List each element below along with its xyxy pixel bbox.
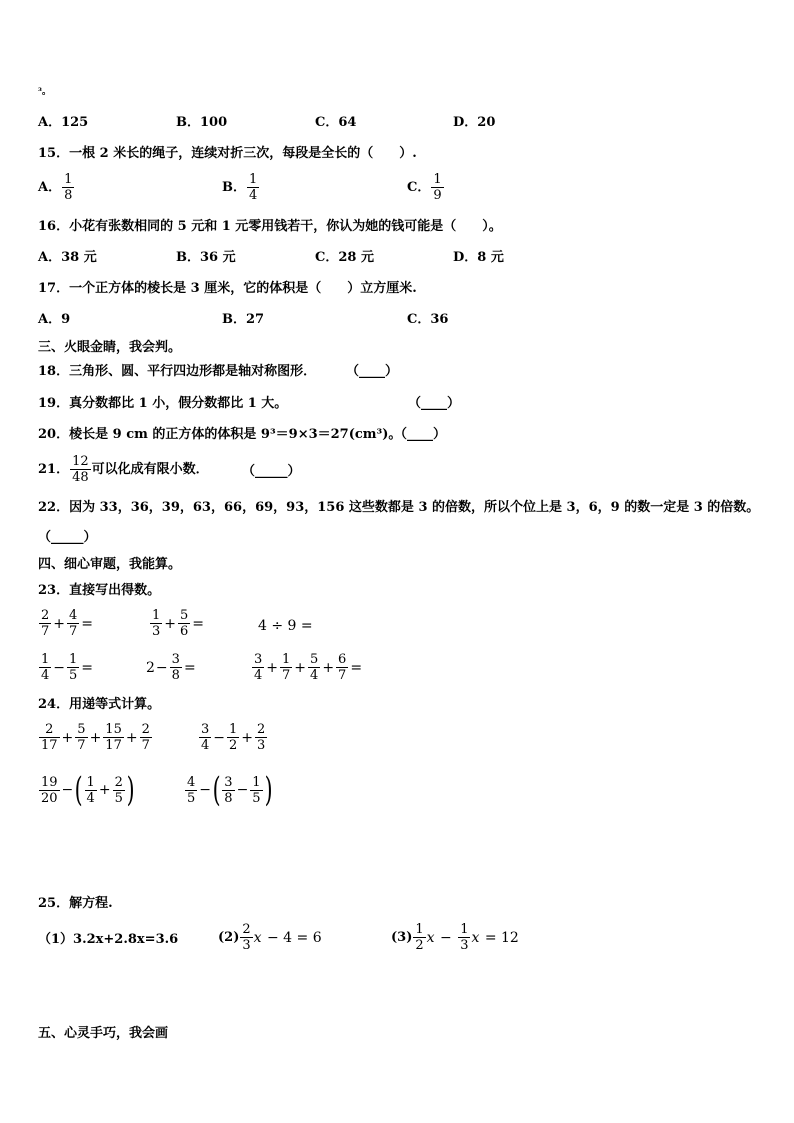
q15-question: 15．一根 2 米长的绳子，连续对折三次，每段是全长的（ ）. (38, 146, 417, 161)
q19-question: 19．真分数都比 1 小，假分数都比 1 大。 (38, 396, 288, 411)
q21-answer-blank[interactable]: （_____） (242, 464, 301, 479)
q15-option-a (38, 172, 75, 203)
numerator: 12 (72, 454, 89, 469)
numerator: 1 (433, 172, 442, 187)
section-5-heading: 五、心灵手巧，我会画 (38, 1026, 169, 1041)
q24-title: 24．用递等式计算。 (38, 697, 161, 712)
denominator: 4 (249, 188, 258, 203)
q14-option-d: D．20 (453, 115, 496, 130)
q22-answer-blank[interactable]: （_____） (38, 530, 97, 545)
q17-option-b: B．27 (222, 312, 265, 327)
q24-expression-3: $\frac{19}{20}$ − ( $\frac{1}{4}$ + $\frac{2}{5}$ ) (41, 770, 135, 810)
q24-expression-4: $\frac{4}{5}$ − ( $\frac{3}{8}$ − $\frac{1}{5}$ ) (187, 770, 273, 810)
q16-question: 16．小花有张数相同的 5 元和 1 元零用钱若干，你认为她的钱可能是（ ）。 (38, 219, 502, 234)
q15-option-b (222, 172, 260, 203)
q22-question: 22．因为 33，36，39，63，66，69，93，156 这些数都是 3 的倍数，所以个位上是 3，6，9 的数一定是 3 的倍数。 (38, 500, 760, 515)
q14-option-c: C．64 (315, 115, 357, 130)
q14-option-b: B．100 (176, 115, 228, 130)
numerator: 1 (64, 172, 73, 187)
q17-option-a: A．9 (38, 312, 71, 327)
equation-label: (2) (218, 930, 240, 945)
q20-answer-blank[interactable]: （____） (394, 427, 447, 442)
option-label: C． (407, 179, 431, 195)
q15-option-c (407, 172, 445, 203)
q23-expression-6: $\frac{3}{4}$ + $\frac{1}{7}$ + $\frac{5}{4}$ + $\frac{6}{7}$ = (254, 652, 363, 683)
q25-title: 25．解方程. (38, 896, 113, 911)
option-label: B． (222, 179, 246, 195)
q23-expression-5: 2 − $\frac{3}{8}$ = (146, 652, 196, 683)
q17-question: 17．一个正方体的棱长是 3 厘米，它的体积是（ ）立方厘米. (38, 281, 417, 296)
q24-expression-2: $\frac{3}{4}$ − $\frac{1}{2}$ + $\frac{2}{3}$ (201, 722, 266, 753)
q23-expression-4: $\frac{1}{4}$ − $\frac{1}{5}$ = (41, 652, 94, 683)
q17-option-c: C．36 (407, 312, 449, 327)
q21-question (38, 454, 209, 485)
fraction (247, 172, 259, 203)
q16-option-b: B．36 元 (176, 250, 236, 265)
option-label: A． (38, 179, 62, 195)
q25-equation-2: (2) $\frac{2}{3}$ x − 4 = 6 (218, 922, 322, 953)
top-fragment: ³。 (38, 87, 51, 97)
q18-answer-blank[interactable]: （____） (346, 364, 399, 379)
q24-expression-1: $\frac{2}{17}$ + $\frac{5}{7}$ + $\frac{15}{17}$ + $\frac{2}{7}$ (41, 722, 150, 753)
fraction (70, 454, 91, 485)
q20-question: 20．棱长是 9 cm 的正方体的体积是 9³＝9×3＝27(cm³)。 (38, 427, 402, 442)
section-3-heading: 三、火眼金睛，我会判。 (38, 340, 182, 355)
fraction (431, 172, 443, 203)
denominator: 8 (64, 188, 73, 203)
q23-expression-2: $\frac{1}{3}$ + $\frac{5}{6}$ = (152, 608, 205, 639)
q25-equation-1: （1）3.2x+2.8x=3.6 (38, 932, 179, 947)
q25-equation-3: (3) $\frac{1}{2}$ x − $\frac{1}{3}$ x = 12 (391, 922, 519, 953)
denominator: 48 (72, 470, 89, 485)
fraction (62, 172, 74, 203)
q18-question: 18．三角形、圆、平行四边形都是轴对称图形． (38, 364, 317, 379)
q23-expression-1: $\frac{2}{7}$ + $\frac{4}{7}$ = (41, 608, 94, 639)
q23-expression-3: 4 ÷ 9 = (258, 618, 313, 634)
q14-option-a: A．125 (38, 115, 89, 130)
q16-option-a: A．38 元 (38, 250, 97, 265)
q16-option-c: C．28 元 (315, 250, 374, 265)
q23-title: 23．直接写出得数。 (38, 583, 161, 598)
q19-answer-blank[interactable]: （____） (408, 396, 461, 411)
equation-label: (3) (391, 930, 413, 945)
section-4-heading: 四、细心审题，我能算。 (38, 557, 182, 572)
q16-option-d: D．8 元 (453, 250, 504, 265)
denominator: 9 (433, 188, 442, 203)
question-number: 21． (38, 461, 70, 477)
question-text: 可以化成有限小数． (91, 461, 209, 477)
numerator: 1 (249, 172, 258, 187)
